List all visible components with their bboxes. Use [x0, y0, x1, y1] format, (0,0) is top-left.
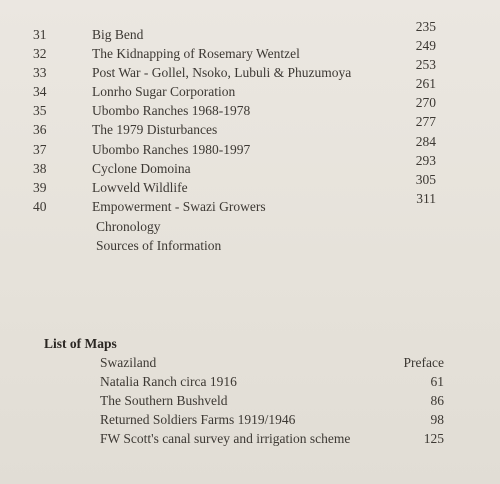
map-title: Swaziland — [100, 355, 157, 370]
map-row — [0, 410, 500, 430]
chapter-page: 235 — [415, 19, 436, 34]
map-row — [0, 391, 500, 411]
map-row — [0, 429, 500, 449]
chapter-title: The Kidnapping of Rosemary Wentzel — [92, 46, 300, 61]
chapter-title: Empowerment - Swazi Growers — [92, 199, 266, 214]
map-title: FW Scott's canal survey and irrigation scheme — [100, 431, 351, 446]
map-title: Returned Soldiers Farms 1919/1946 — [100, 412, 296, 427]
map-title: Natalia Ranch circa 1916 — [100, 374, 237, 389]
chapter-number: 34 — [33, 84, 47, 99]
chapter-page: 253 — [415, 57, 436, 72]
toc-row-40 — [0, 191, 500, 217]
list-of-maps-heading: List of Maps — [44, 336, 117, 351]
chapter-number: 31 — [33, 27, 47, 42]
chapter-title: Big Bend — [92, 27, 144, 42]
chapter-page: 249 — [415, 38, 436, 53]
map-row — [0, 353, 500, 373]
chapter-page: 305 — [415, 172, 436, 187]
chapter-title: Post War - Gollel, Nsoko, Lubuli & Phuzumoya — [92, 65, 352, 80]
sources-entry: Sources of Information — [96, 238, 222, 253]
chapter-number: 38 — [33, 161, 47, 176]
chapter-title: Ubombo Ranches 1968-1978 — [92, 103, 251, 118]
chapter-title: Lowveld Wildlife — [92, 180, 188, 195]
chapter-number: 33 — [33, 65, 47, 80]
chapter-page: 293 — [415, 153, 436, 168]
chapter-number: 35 — [33, 103, 47, 118]
chapter-title: Lonrho Sugar Corporation — [92, 84, 236, 99]
chapter-page: 311 — [416, 191, 436, 206]
chronology-entry: Chronology — [96, 219, 161, 234]
chapter-page: 261 — [415, 76, 436, 91]
chapter-page: 277 — [415, 114, 436, 129]
map-page: 86 — [430, 393, 444, 408]
chapter-number: 40 — [33, 199, 47, 214]
map-row — [0, 372, 500, 392]
chapter-page: 270 — [415, 95, 436, 110]
map-page: 125 — [423, 431, 444, 446]
chapter-title: The 1979 Disturbances — [92, 122, 218, 137]
chapter-title: Cyclone Domoina — [92, 161, 191, 176]
chapter-number: 39 — [33, 180, 47, 195]
map-title: The Southern Bushveld — [100, 393, 228, 408]
map-page: 98 — [430, 412, 444, 427]
chapter-number: 37 — [33, 142, 47, 157]
chapter-number: 32 — [33, 46, 47, 61]
chapter-number: 36 — [33, 122, 47, 137]
map-page: 61 — [430, 374, 444, 389]
map-page: Preface — [403, 355, 444, 370]
chapter-page: 284 — [415, 134, 436, 149]
chapter-title: Ubombo Ranches 1980-1997 — [92, 142, 251, 157]
